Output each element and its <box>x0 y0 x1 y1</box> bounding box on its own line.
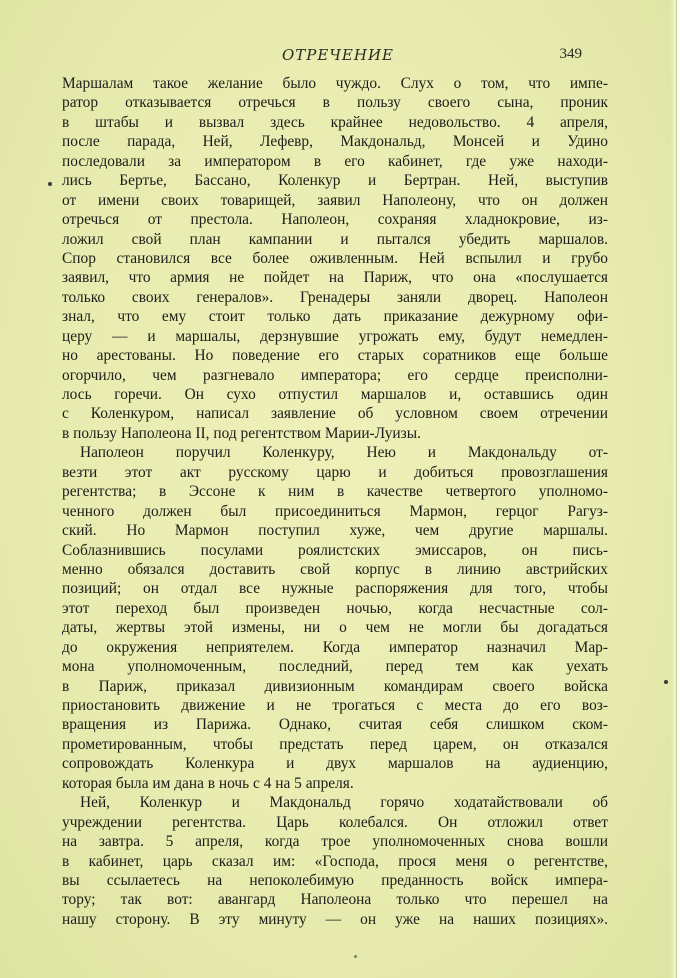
text-line: приостановить движение и не трогаться с места до его воз- <box>62 697 608 714</box>
text-line: ченного должен был присоединиться Мармон, герцог Рагуз- <box>62 502 608 520</box>
ink-speck <box>664 680 668 684</box>
text-line: знал, что ему стоит только дать приказание дежурному офи- <box>62 308 608 326</box>
text-line: отречься от престола. Наполеон, сохраняя хладнокровие, из- <box>62 211 608 229</box>
text-line: на завтра. 5 апреля, когда трое уполномоченных снова вошли <box>62 833 608 851</box>
running-title: ОТРЕЧЕНИЕ <box>281 46 394 64</box>
page-fold-shadow <box>670 0 676 978</box>
text-line: ложил свой план кампании и пытался убедить маршалов. <box>62 230 608 248</box>
text-line: в пользу Наполеона II, под регентством Марии-Луизы. <box>62 424 421 442</box>
text-line: в кабинет, царь сказал им: «Господа, прося меня о регентстве, <box>62 852 608 870</box>
text-line: последовали за императором в его кабинет, где уже находи- <box>62 152 608 170</box>
text-line: но арестованы. Но поведение его старых соратников еще больше <box>62 347 608 365</box>
text-line: учреждении регентства. Царь колебался. Он отложил ответ <box>62 813 608 831</box>
page-number: 349 <box>559 46 582 62</box>
text-line: лось горечи. Он сухо отпустил маршалов и, оставшись один <box>62 386 608 403</box>
body-text <box>62 74 608 929</box>
text-line: позиций; он отдал все нужные распоряжения для того, чтобы <box>62 580 608 598</box>
text-line: с Коленкуром, написал заявление об условном своем отречении <box>62 405 608 423</box>
text-line: тору; так вот: авангард Наполеона только что перешел на <box>62 891 608 909</box>
text-line: этот переход был произведен ночью, когда несчастные сол- <box>62 599 608 617</box>
text-line: церу — и маршалы, дерзнувшие угрожать ему, будут немедлен- <box>62 327 608 345</box>
text-line: вращения из Парижа. Однако, считая себя слишком ском- <box>62 716 608 734</box>
text-line: в штабы и вызвал здесь крайнее недовольство. 4 апреля, <box>62 113 608 131</box>
text-line: до окружения неприятелем. Когда император назначил Мар- <box>62 638 608 656</box>
text-line: Наполеон поручил Коленкуру, Нею и Макдональду от- <box>80 444 608 462</box>
text-line: Маршалам такое желание было чуждо. Слух о том, что импе- <box>62 75 608 92</box>
text-line: после парада, Ней, Лефевр, Макдональд, Монсей и Удино <box>62 133 608 151</box>
text-line: ский. Но Мармон поступил хуже, чем другие маршалы. <box>62 522 608 540</box>
text-line: мона уполномоченным, последний, перед тем как уехать <box>62 658 608 676</box>
text-line: от имени своих товарищей, заявил Наполеону, что он должен <box>62 191 608 209</box>
text-line: ратор отказывается отречься в пользу своего сына, проник <box>62 94 608 112</box>
text-line: лись Бертье, Бассано, Коленкур и Бертран. Ней, выступив <box>62 172 608 190</box>
text-line: нашу сторону. В эту минуту — он уже на наших позициях». <box>62 910 608 928</box>
text-line: даты, жертвы этой измены, ни о чем не могли бы догадаться <box>62 619 608 637</box>
text-line: Соблазнившись посулами роялистских эмиссаров, он пись- <box>62 541 608 559</box>
text-line: в Париж, приказал дивизионным командирам своего войска <box>62 677 608 695</box>
ink-speck <box>354 955 357 958</box>
text-line: менно обязался доставить свой корпус в линию австрийских <box>62 560 608 578</box>
text-line: Спор становился все более оживленным. Ней вспылил и грубо <box>62 249 608 267</box>
text-line: регентства; в Эссоне к ним в качестве четвертого уполномо- <box>62 483 608 501</box>
text-line: заявил, что армия не пойдет на Париж, что она «послушается <box>62 269 608 287</box>
text-line: везти этот акт русскому царю и добиться провозглашения <box>62 463 608 481</box>
ink-speck <box>48 182 52 186</box>
text-line: вы ссылаетесь на непоколебимую преданность войск импера- <box>62 871 608 889</box>
text-line: огорчило, чем разгневало императора; его сердце преисполни- <box>62 366 608 384</box>
text-line: сопровождать Коленкура и двух маршалов на аудиенцию, <box>62 755 608 773</box>
text-line: Ней, Коленкур и Макдональд горячо ходатайствовали об <box>80 794 608 812</box>
text-line: прометированным, чтобы предстать перед царем, он отказался <box>62 735 608 753</box>
text-line: только своих генералов». Гренадеры заняли дворец. Наполеон <box>62 288 608 306</box>
text-line: которая была им дана в ночь с 4 на 5 апреля. <box>62 774 354 792</box>
